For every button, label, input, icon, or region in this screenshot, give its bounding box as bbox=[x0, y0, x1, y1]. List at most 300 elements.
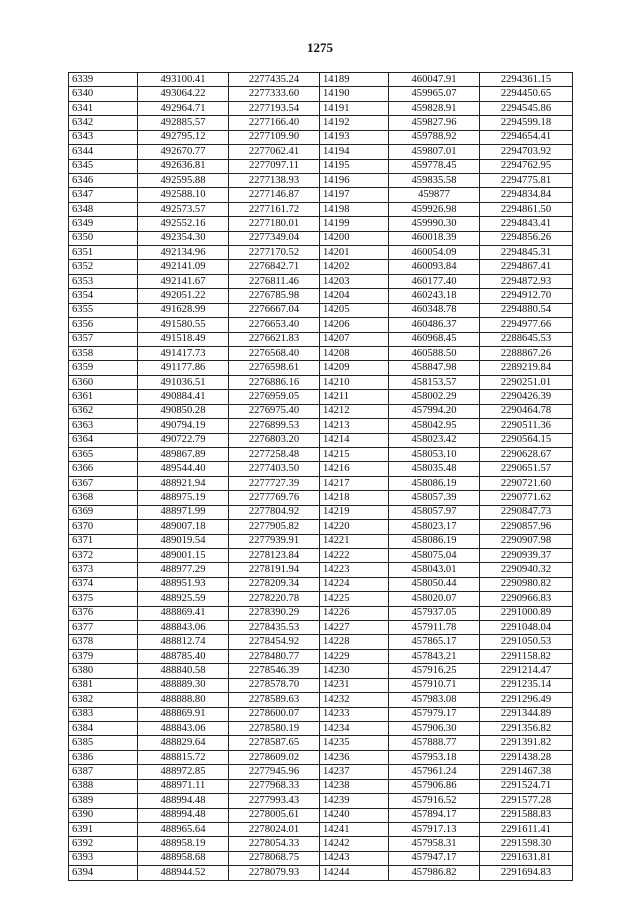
cell-y-coordinate: 2290980.82 bbox=[480, 577, 573, 591]
cell-y-coordinate: 2277170.52 bbox=[229, 246, 320, 260]
cell-point-id: 14244 bbox=[320, 866, 389, 880]
cell-x-coordinate: 488971.11 bbox=[138, 779, 229, 793]
table-row bbox=[69, 563, 573, 577]
cell-x-coordinate: 458023.17 bbox=[389, 520, 480, 534]
cell-point-id: 6369 bbox=[69, 505, 138, 519]
cell-point-id: 6355 bbox=[69, 303, 138, 317]
cell-y-coordinate: 2276899.53 bbox=[229, 419, 320, 433]
cell-point-id: 14200 bbox=[320, 231, 389, 245]
cell-x-coordinate: 488840.58 bbox=[138, 664, 229, 678]
cell-y-coordinate: 2278600.07 bbox=[229, 707, 320, 721]
cell-x-coordinate: 488869.41 bbox=[138, 606, 229, 620]
cell-x-coordinate: 492573.57 bbox=[138, 202, 229, 216]
cell-x-coordinate: 490794.19 bbox=[138, 419, 229, 433]
cell-point-id: 6348 bbox=[69, 202, 138, 216]
cell-point-id: 14227 bbox=[320, 621, 389, 635]
cell-y-coordinate: 2276959.05 bbox=[229, 390, 320, 404]
cell-point-id: 6345 bbox=[69, 159, 138, 173]
cell-x-coordinate: 458086.19 bbox=[389, 534, 480, 548]
cell-y-coordinate: 2291296.49 bbox=[480, 693, 573, 707]
cell-x-coordinate: 457958.31 bbox=[389, 837, 480, 851]
cell-point-id: 14203 bbox=[320, 274, 389, 288]
cell-y-coordinate: 2276811.46 bbox=[229, 274, 320, 288]
cell-x-coordinate: 488994.48 bbox=[138, 808, 229, 822]
cell-y-coordinate: 2277945.96 bbox=[229, 765, 320, 779]
cell-y-coordinate: 2278580.19 bbox=[229, 721, 320, 735]
cell-point-id: 6368 bbox=[69, 491, 138, 505]
cell-y-coordinate: 2278068.75 bbox=[229, 851, 320, 865]
cell-y-coordinate: 2277403.50 bbox=[229, 462, 320, 476]
cell-y-coordinate: 2276653.40 bbox=[229, 318, 320, 332]
cell-x-coordinate: 492595.88 bbox=[138, 173, 229, 187]
cell-y-coordinate: 2277138.93 bbox=[229, 173, 320, 187]
cell-y-coordinate: 2278480.77 bbox=[229, 649, 320, 663]
cell-y-coordinate: 2276886.16 bbox=[229, 375, 320, 389]
cell-x-coordinate: 459828.91 bbox=[389, 101, 480, 115]
cell-y-coordinate: 2290464.78 bbox=[480, 404, 573, 418]
cell-point-id: 6346 bbox=[69, 173, 138, 187]
cell-x-coordinate: 458035.48 bbox=[389, 462, 480, 476]
cell-point-id: 6339 bbox=[69, 73, 138, 87]
cell-point-id: 14192 bbox=[320, 116, 389, 130]
cell-x-coordinate: 457888.77 bbox=[389, 736, 480, 750]
cell-point-id: 6363 bbox=[69, 419, 138, 433]
cell-point-id: 14219 bbox=[320, 505, 389, 519]
table-row bbox=[69, 173, 573, 187]
cell-point-id: 14235 bbox=[320, 736, 389, 750]
cell-x-coordinate: 488972.85 bbox=[138, 765, 229, 779]
cell-y-coordinate: 2277804.92 bbox=[229, 505, 320, 519]
cell-y-coordinate: 2277939.91 bbox=[229, 534, 320, 548]
cell-x-coordinate: 458057.97 bbox=[389, 505, 480, 519]
cell-x-coordinate: 488829.64 bbox=[138, 736, 229, 750]
cell-point-id: 6377 bbox=[69, 621, 138, 635]
table-row bbox=[69, 303, 573, 317]
cell-x-coordinate: 457916.25 bbox=[389, 664, 480, 678]
cell-point-id: 14217 bbox=[320, 476, 389, 490]
table-row bbox=[69, 390, 573, 404]
table-row bbox=[69, 606, 573, 620]
cell-y-coordinate: 2277349.04 bbox=[229, 231, 320, 245]
cell-x-coordinate: 491417.73 bbox=[138, 347, 229, 361]
cell-x-coordinate: 492964.71 bbox=[138, 101, 229, 115]
cell-y-coordinate: 2290651.57 bbox=[480, 462, 573, 476]
cell-point-id: 6386 bbox=[69, 750, 138, 764]
cell-point-id: 14238 bbox=[320, 779, 389, 793]
cell-x-coordinate: 458153.57 bbox=[389, 375, 480, 389]
cell-y-coordinate: 2290511.36 bbox=[480, 419, 573, 433]
cell-x-coordinate: 492588.10 bbox=[138, 188, 229, 202]
cell-x-coordinate: 488965.64 bbox=[138, 822, 229, 836]
cell-point-id: 6356 bbox=[69, 318, 138, 332]
table-row bbox=[69, 736, 573, 750]
cell-y-coordinate: 2278123.84 bbox=[229, 548, 320, 562]
cell-y-coordinate: 2278578.70 bbox=[229, 678, 320, 692]
cell-point-id: 6354 bbox=[69, 289, 138, 303]
coordinate-table bbox=[68, 72, 573, 881]
cell-point-id: 14242 bbox=[320, 837, 389, 851]
cell-point-id: 6340 bbox=[69, 87, 138, 101]
table-row bbox=[69, 462, 573, 476]
cell-x-coordinate: 460177.40 bbox=[389, 274, 480, 288]
cell-x-coordinate: 488951.93 bbox=[138, 577, 229, 591]
table-row bbox=[69, 332, 573, 346]
cell-x-coordinate: 458002.29 bbox=[389, 390, 480, 404]
coordinate-table-body bbox=[69, 73, 573, 881]
cell-y-coordinate: 2294775.81 bbox=[480, 173, 573, 187]
cell-x-coordinate: 460243.18 bbox=[389, 289, 480, 303]
cell-x-coordinate: 460047.91 bbox=[389, 73, 480, 87]
cell-y-coordinate: 2277193.54 bbox=[229, 101, 320, 115]
cell-point-id: 14223 bbox=[320, 563, 389, 577]
cell-x-coordinate: 491177.86 bbox=[138, 361, 229, 375]
cell-y-coordinate: 2277180.01 bbox=[229, 217, 320, 231]
cell-y-coordinate: 2276621.83 bbox=[229, 332, 320, 346]
cell-x-coordinate: 459827.96 bbox=[389, 116, 480, 130]
cell-point-id: 14193 bbox=[320, 130, 389, 144]
table-row bbox=[69, 476, 573, 490]
cell-point-id: 14209 bbox=[320, 361, 389, 375]
cell-y-coordinate: 2294843.41 bbox=[480, 217, 573, 231]
cell-point-id: 6375 bbox=[69, 592, 138, 606]
cell-point-id: 14225 bbox=[320, 592, 389, 606]
cell-y-coordinate: 2294703.92 bbox=[480, 145, 573, 159]
cell-x-coordinate: 457986.82 bbox=[389, 866, 480, 880]
cell-y-coordinate: 2294872.93 bbox=[480, 274, 573, 288]
cell-y-coordinate: 2291598.30 bbox=[480, 837, 573, 851]
cell-point-id: 14214 bbox=[320, 433, 389, 447]
cell-y-coordinate: 2291631.81 bbox=[480, 851, 573, 865]
cell-point-id: 6362 bbox=[69, 404, 138, 418]
cell-point-id: 6350 bbox=[69, 231, 138, 245]
cell-y-coordinate: 2278220.78 bbox=[229, 592, 320, 606]
cell-x-coordinate: 460588.50 bbox=[389, 347, 480, 361]
table-row bbox=[69, 375, 573, 389]
cell-x-coordinate: 492134.96 bbox=[138, 246, 229, 260]
cell-point-id: 6378 bbox=[69, 635, 138, 649]
cell-y-coordinate: 2290771.62 bbox=[480, 491, 573, 505]
cell-x-coordinate: 492354.30 bbox=[138, 231, 229, 245]
cell-point-id: 6358 bbox=[69, 347, 138, 361]
cell-y-coordinate: 2291611.41 bbox=[480, 822, 573, 836]
cell-point-id: 14201 bbox=[320, 246, 389, 260]
cell-x-coordinate: 457953.18 bbox=[389, 750, 480, 764]
cell-point-id: 14195 bbox=[320, 159, 389, 173]
cell-x-coordinate: 460018.39 bbox=[389, 231, 480, 245]
cell-y-coordinate: 2288867.26 bbox=[480, 347, 573, 361]
cell-point-id: 6364 bbox=[69, 433, 138, 447]
cell-y-coordinate: 2277166.40 bbox=[229, 116, 320, 130]
cell-x-coordinate: 458086.19 bbox=[389, 476, 480, 490]
cell-y-coordinate: 2294654.41 bbox=[480, 130, 573, 144]
cell-x-coordinate: 488869.91 bbox=[138, 707, 229, 721]
table-row bbox=[69, 188, 573, 202]
cell-y-coordinate: 2278546.39 bbox=[229, 664, 320, 678]
cell-y-coordinate: 2277333.60 bbox=[229, 87, 320, 101]
table-row bbox=[69, 635, 573, 649]
cell-x-coordinate: 457961.24 bbox=[389, 765, 480, 779]
cell-y-coordinate: 2291524.71 bbox=[480, 779, 573, 793]
cell-x-coordinate: 459990.30 bbox=[389, 217, 480, 231]
cell-point-id: 6391 bbox=[69, 822, 138, 836]
cell-y-coordinate: 2291214.47 bbox=[480, 664, 573, 678]
cell-x-coordinate: 488785.40 bbox=[138, 649, 229, 663]
table-row bbox=[69, 794, 573, 808]
cell-point-id: 14218 bbox=[320, 491, 389, 505]
cell-x-coordinate: 488843.06 bbox=[138, 721, 229, 735]
cell-y-coordinate: 2290939.37 bbox=[480, 548, 573, 562]
table-row bbox=[69, 721, 573, 735]
cell-point-id: 14190 bbox=[320, 87, 389, 101]
cell-point-id: 14206 bbox=[320, 318, 389, 332]
cell-y-coordinate: 2278005.61 bbox=[229, 808, 320, 822]
cell-point-id: 6379 bbox=[69, 649, 138, 663]
table-row bbox=[69, 231, 573, 245]
cell-x-coordinate: 488843.06 bbox=[138, 621, 229, 635]
table-row bbox=[69, 260, 573, 274]
cell-point-id: 6351 bbox=[69, 246, 138, 260]
cell-x-coordinate: 457917.13 bbox=[389, 822, 480, 836]
cell-point-id: 14239 bbox=[320, 794, 389, 808]
cell-y-coordinate: 2290628.67 bbox=[480, 447, 573, 461]
cell-point-id: 6372 bbox=[69, 548, 138, 562]
cell-x-coordinate: 457983.08 bbox=[389, 693, 480, 707]
cell-y-coordinate: 2294861.50 bbox=[480, 202, 573, 216]
table-row bbox=[69, 246, 573, 260]
cell-point-id: 14231 bbox=[320, 678, 389, 692]
cell-point-id: 6381 bbox=[69, 678, 138, 692]
cell-y-coordinate: 2277905.82 bbox=[229, 520, 320, 534]
cell-y-coordinate: 2290907.98 bbox=[480, 534, 573, 548]
cell-point-id: 6388 bbox=[69, 779, 138, 793]
cell-x-coordinate: 492051.22 bbox=[138, 289, 229, 303]
cell-y-coordinate: 2289219.84 bbox=[480, 361, 573, 375]
cell-y-coordinate: 2294361.15 bbox=[480, 73, 573, 87]
cell-x-coordinate: 489001.15 bbox=[138, 548, 229, 562]
cell-x-coordinate: 458053.10 bbox=[389, 447, 480, 461]
cell-x-coordinate: 457906.30 bbox=[389, 721, 480, 735]
table-row bbox=[69, 145, 573, 159]
cell-point-id: 6342 bbox=[69, 116, 138, 130]
cell-x-coordinate: 488975.19 bbox=[138, 491, 229, 505]
cell-point-id: 6383 bbox=[69, 707, 138, 721]
table-row bbox=[69, 289, 573, 303]
table-row bbox=[69, 592, 573, 606]
cell-x-coordinate: 459807.01 bbox=[389, 145, 480, 159]
cell-x-coordinate: 457865.17 bbox=[389, 635, 480, 649]
cell-point-id: 6343 bbox=[69, 130, 138, 144]
cell-point-id: 14224 bbox=[320, 577, 389, 591]
cell-y-coordinate: 2294880.54 bbox=[480, 303, 573, 317]
cell-x-coordinate: 488925.59 bbox=[138, 592, 229, 606]
cell-x-coordinate: 493064.22 bbox=[138, 87, 229, 101]
cell-point-id: 6352 bbox=[69, 260, 138, 274]
cell-x-coordinate: 460054.09 bbox=[389, 246, 480, 260]
cell-y-coordinate: 2294977.66 bbox=[480, 318, 573, 332]
table-row bbox=[69, 851, 573, 865]
cell-x-coordinate: 458847.98 bbox=[389, 361, 480, 375]
table-row bbox=[69, 361, 573, 375]
cell-point-id: 6382 bbox=[69, 693, 138, 707]
cell-point-id: 6373 bbox=[69, 563, 138, 577]
cell-point-id: 14222 bbox=[320, 548, 389, 562]
cell-x-coordinate: 490850.28 bbox=[138, 404, 229, 418]
table-row bbox=[69, 866, 573, 880]
cell-y-coordinate: 2277161.72 bbox=[229, 202, 320, 216]
table-row bbox=[69, 750, 573, 764]
cell-y-coordinate: 2277968.33 bbox=[229, 779, 320, 793]
table-row bbox=[69, 678, 573, 692]
cell-x-coordinate: 489007.18 bbox=[138, 520, 229, 534]
cell-y-coordinate: 2278209.34 bbox=[229, 577, 320, 591]
table-row bbox=[69, 73, 573, 87]
table-row bbox=[69, 693, 573, 707]
cell-x-coordinate: 459926.98 bbox=[389, 202, 480, 216]
cell-point-id: 14237 bbox=[320, 765, 389, 779]
cell-point-id: 6374 bbox=[69, 577, 138, 591]
cell-x-coordinate: 492552.16 bbox=[138, 217, 229, 231]
cell-y-coordinate: 2276842.71 bbox=[229, 260, 320, 274]
cell-point-id: 6344 bbox=[69, 145, 138, 159]
cell-point-id: 14243 bbox=[320, 851, 389, 865]
cell-y-coordinate: 2276568.40 bbox=[229, 347, 320, 361]
cell-point-id: 14202 bbox=[320, 260, 389, 274]
cell-y-coordinate: 2294867.41 bbox=[480, 260, 573, 274]
cell-y-coordinate: 2276975.40 bbox=[229, 404, 320, 418]
cell-y-coordinate: 2278024.01 bbox=[229, 822, 320, 836]
cell-y-coordinate: 2290564.15 bbox=[480, 433, 573, 447]
cell-x-coordinate: 460486.37 bbox=[389, 318, 480, 332]
cell-y-coordinate: 2291158.82 bbox=[480, 649, 573, 663]
cell-point-id: 6389 bbox=[69, 794, 138, 808]
cell-x-coordinate: 489544.40 bbox=[138, 462, 229, 476]
cell-point-id: 14191 bbox=[320, 101, 389, 115]
table-row bbox=[69, 318, 573, 332]
cell-point-id: 6392 bbox=[69, 837, 138, 851]
cell-x-coordinate: 457916.52 bbox=[389, 794, 480, 808]
cell-point-id: 14197 bbox=[320, 188, 389, 202]
cell-point-id: 14207 bbox=[320, 332, 389, 346]
cell-x-coordinate: 488958.68 bbox=[138, 851, 229, 865]
cell-y-coordinate: 2294845.31 bbox=[480, 246, 573, 260]
cell-x-coordinate: 488944.52 bbox=[138, 866, 229, 880]
cell-x-coordinate: 488921.94 bbox=[138, 476, 229, 490]
cell-point-id: 14205 bbox=[320, 303, 389, 317]
cell-point-id: 6394 bbox=[69, 866, 138, 880]
table-row bbox=[69, 577, 573, 591]
table-row bbox=[69, 505, 573, 519]
cell-point-id: 6359 bbox=[69, 361, 138, 375]
cell-y-coordinate: 2277109.90 bbox=[229, 130, 320, 144]
cell-x-coordinate: 490884.41 bbox=[138, 390, 229, 404]
cell-y-coordinate: 2294545.86 bbox=[480, 101, 573, 115]
cell-point-id: 14194 bbox=[320, 145, 389, 159]
cell-y-coordinate: 2278609.02 bbox=[229, 750, 320, 764]
table-row bbox=[69, 491, 573, 505]
cell-y-coordinate: 2277097.11 bbox=[229, 159, 320, 173]
cell-point-id: 6365 bbox=[69, 447, 138, 461]
cell-x-coordinate: 488812.74 bbox=[138, 635, 229, 649]
table-row bbox=[69, 649, 573, 663]
table-row bbox=[69, 808, 573, 822]
cell-x-coordinate: 457910.71 bbox=[389, 678, 480, 692]
table-row bbox=[69, 274, 573, 288]
cell-point-id: 14216 bbox=[320, 462, 389, 476]
cell-point-id: 14204 bbox=[320, 289, 389, 303]
cell-point-id: 6341 bbox=[69, 101, 138, 115]
table-row bbox=[69, 779, 573, 793]
cell-point-id: 14230 bbox=[320, 664, 389, 678]
cell-point-id: 14241 bbox=[320, 822, 389, 836]
cell-y-coordinate: 2277993.43 bbox=[229, 794, 320, 808]
cell-y-coordinate: 2294450.65 bbox=[480, 87, 573, 101]
cell-x-coordinate: 458050.44 bbox=[389, 577, 480, 591]
cell-point-id: 14199 bbox=[320, 217, 389, 231]
cell-x-coordinate: 457979.17 bbox=[389, 707, 480, 721]
cell-y-coordinate: 2291467.38 bbox=[480, 765, 573, 779]
cell-y-coordinate: 2291356.82 bbox=[480, 721, 573, 735]
cell-y-coordinate: 2294834.84 bbox=[480, 188, 573, 202]
cell-point-id: 6393 bbox=[69, 851, 138, 865]
cell-x-coordinate: 492141.67 bbox=[138, 274, 229, 288]
cell-y-coordinate: 2291344.89 bbox=[480, 707, 573, 721]
cell-y-coordinate: 2278454.92 bbox=[229, 635, 320, 649]
table-row bbox=[69, 101, 573, 115]
table-row bbox=[69, 347, 573, 361]
cell-x-coordinate: 457906.86 bbox=[389, 779, 480, 793]
table-row bbox=[69, 217, 573, 231]
cell-y-coordinate: 2278054.33 bbox=[229, 837, 320, 851]
cell-point-id: 14189 bbox=[320, 73, 389, 87]
table-row bbox=[69, 664, 573, 678]
cell-x-coordinate: 457947.17 bbox=[389, 851, 480, 865]
cell-x-coordinate: 457843.21 bbox=[389, 649, 480, 663]
cell-x-coordinate: 460093.84 bbox=[389, 260, 480, 274]
cell-y-coordinate: 2291391.82 bbox=[480, 736, 573, 750]
cell-y-coordinate: 2294912.70 bbox=[480, 289, 573, 303]
cell-point-id: 14220 bbox=[320, 520, 389, 534]
cell-x-coordinate: 488971.99 bbox=[138, 505, 229, 519]
cell-y-coordinate: 2277258.48 bbox=[229, 447, 320, 461]
cell-point-id: 14196 bbox=[320, 173, 389, 187]
table-row bbox=[69, 534, 573, 548]
cell-x-coordinate: 488958.19 bbox=[138, 837, 229, 851]
cell-x-coordinate: 460348.78 bbox=[389, 303, 480, 317]
table-row bbox=[69, 87, 573, 101]
cell-x-coordinate: 492885.57 bbox=[138, 116, 229, 130]
cell-x-coordinate: 459835.58 bbox=[389, 173, 480, 187]
cell-point-id: 6387 bbox=[69, 765, 138, 779]
cell-y-coordinate: 2294762.95 bbox=[480, 159, 573, 173]
cell-x-coordinate: 458023.42 bbox=[389, 433, 480, 447]
cell-x-coordinate: 488889.30 bbox=[138, 678, 229, 692]
table-row bbox=[69, 130, 573, 144]
cell-y-coordinate: 2291694.83 bbox=[480, 866, 573, 880]
cell-point-id: 6360 bbox=[69, 375, 138, 389]
cell-y-coordinate: 2276803.20 bbox=[229, 433, 320, 447]
cell-x-coordinate: 491628.99 bbox=[138, 303, 229, 317]
cell-x-coordinate: 458043.01 bbox=[389, 563, 480, 577]
cell-y-coordinate: 2291048.04 bbox=[480, 621, 573, 635]
cell-y-coordinate: 2277435.24 bbox=[229, 73, 320, 87]
table-row bbox=[69, 707, 573, 721]
cell-y-coordinate: 2278587.65 bbox=[229, 736, 320, 750]
cell-point-id: 6347 bbox=[69, 188, 138, 202]
table-row bbox=[69, 520, 573, 534]
cell-point-id: 6353 bbox=[69, 274, 138, 288]
cell-y-coordinate: 2290966.83 bbox=[480, 592, 573, 606]
cell-x-coordinate: 488888.80 bbox=[138, 693, 229, 707]
